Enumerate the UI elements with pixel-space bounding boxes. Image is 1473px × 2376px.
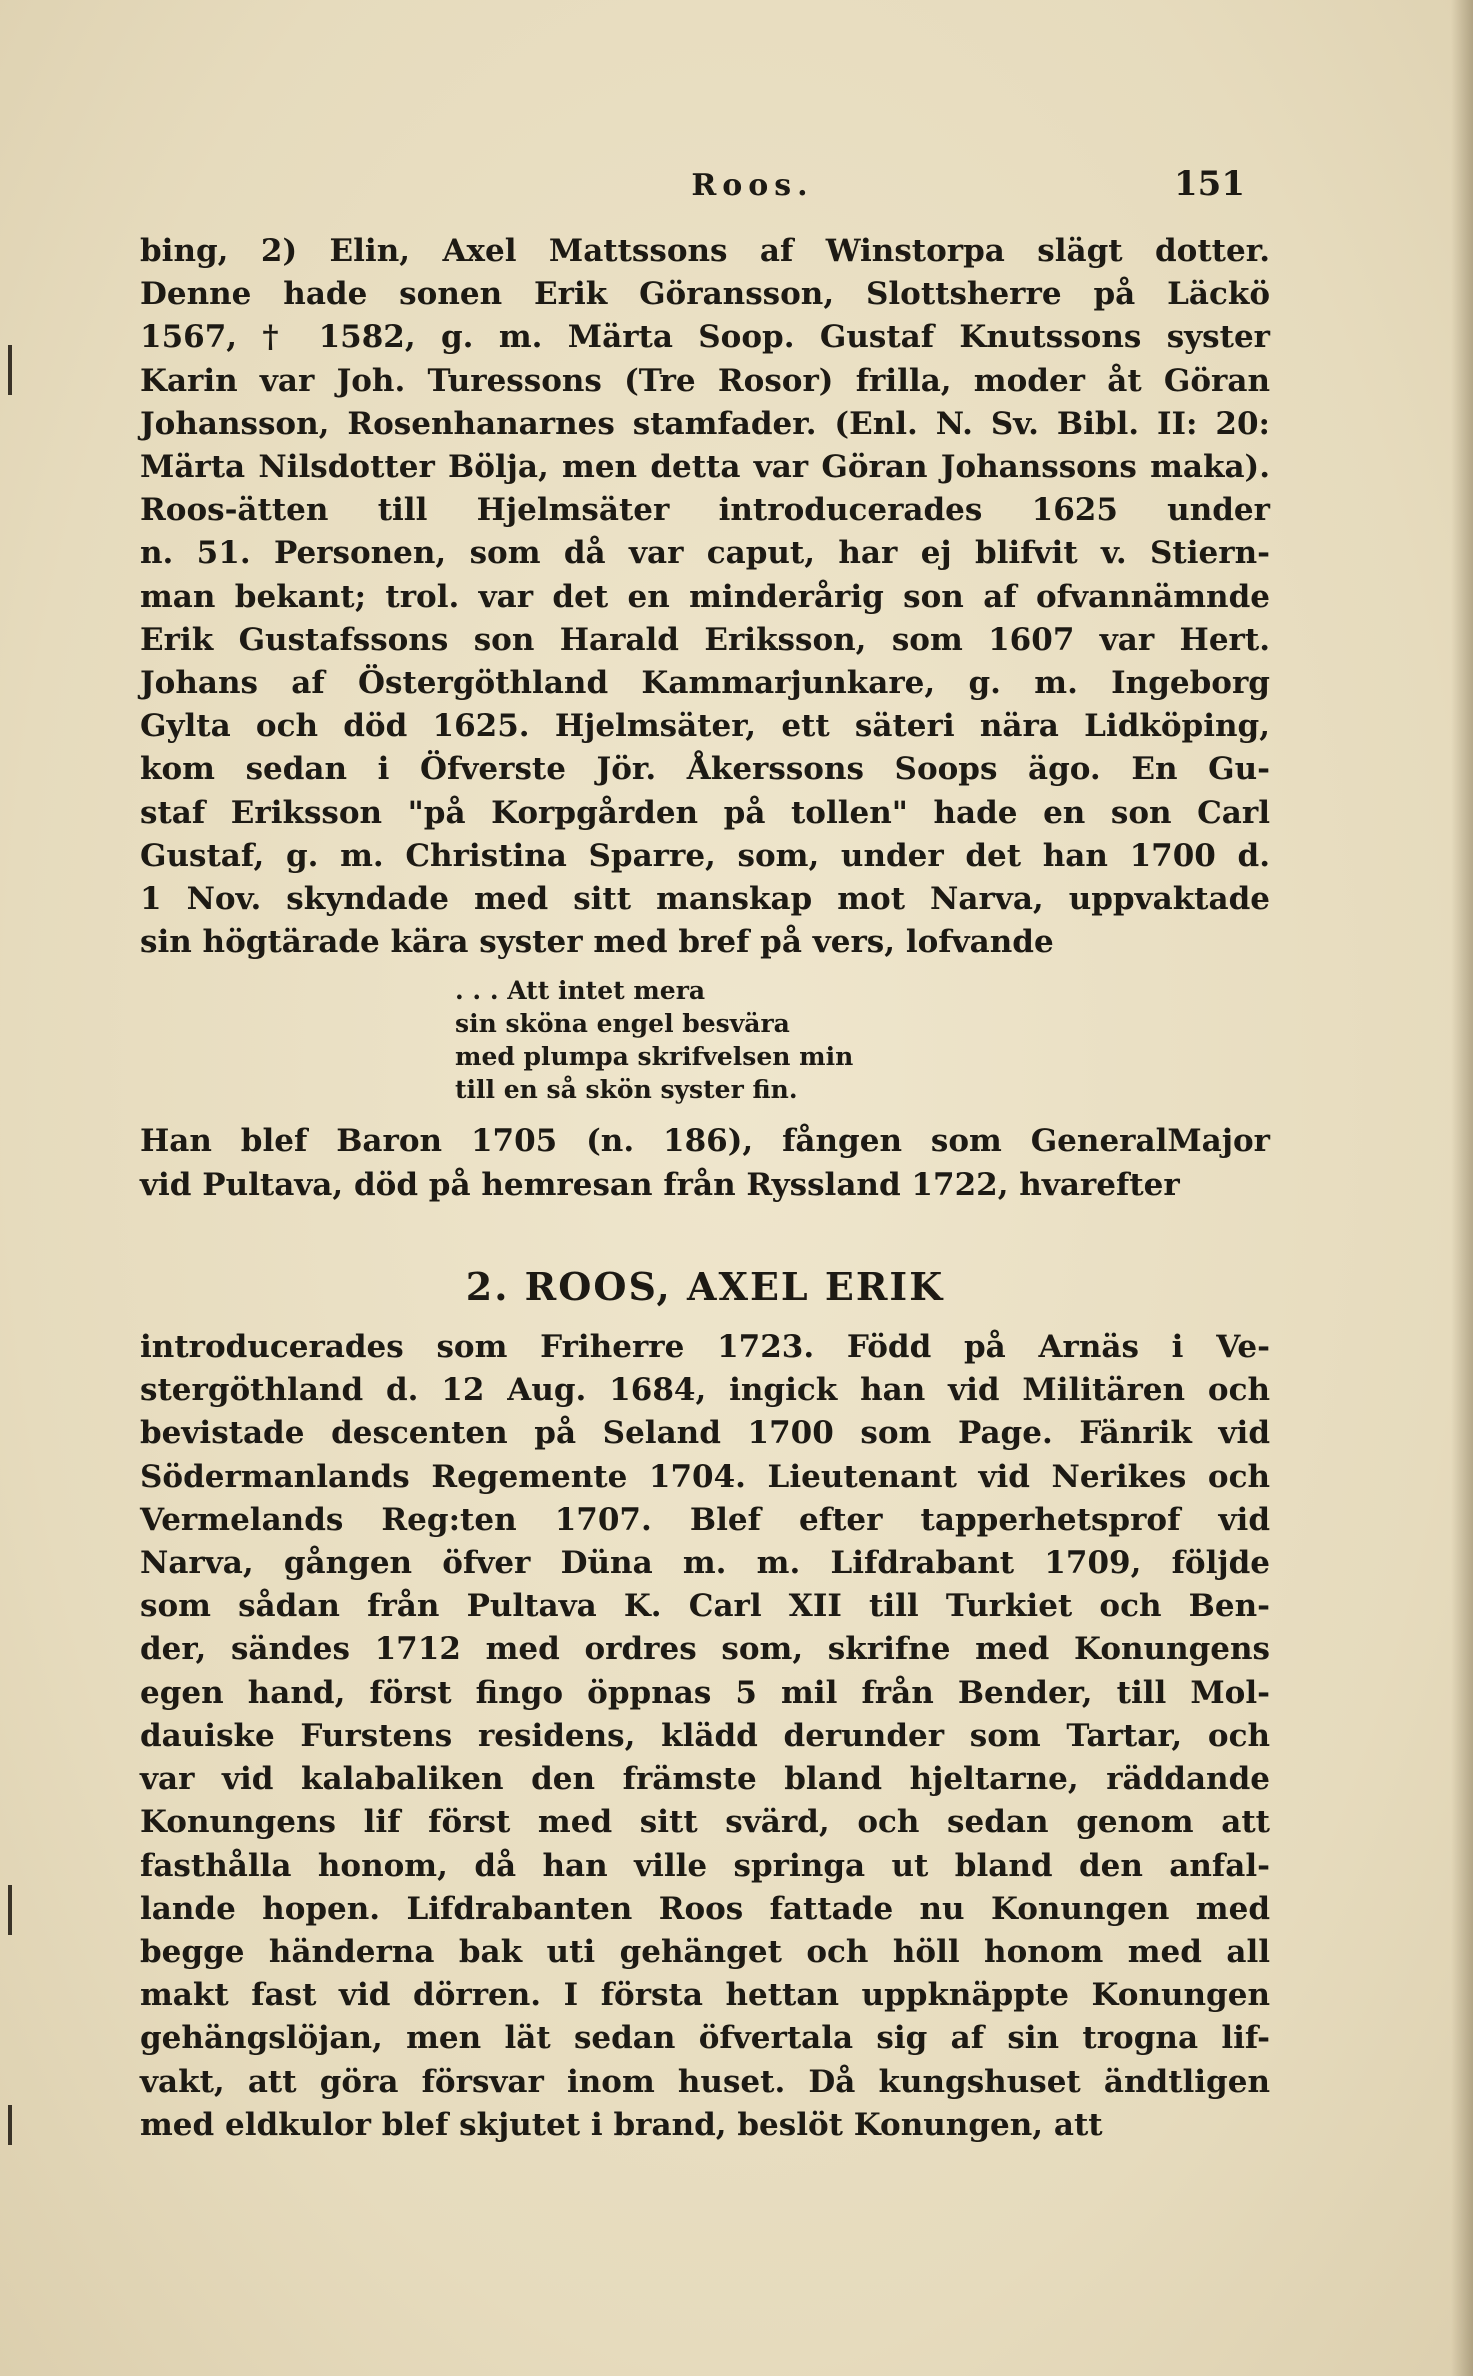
text-line: Gustaf, g. m. Christina Sparre, som, under det han 1700 d.	[140, 837, 1270, 874]
page-header	[150, 164, 1245, 218]
running-title: Roos.	[691, 168, 814, 203]
main-text	[140, 230, 1270, 2147]
text-line: Karin var Joh. Turessons (Tre Rosor) frilla, moder åt Göran	[140, 362, 1270, 399]
text-line: som sådan från Pultava K. Carl XII till Turkiet och Ben-	[140, 1588, 1270, 1625]
text-line: vid Pultava, död på hemresan från Ryssland 1722, hvarefter	[140, 1166, 1180, 1203]
text-line: Erik Gustafssons son Harald Eriksson, som 1607 var Hert.	[140, 621, 1270, 658]
text-line: n. 51. Personen, som då var caput, har ej blifvit v. Stiern-	[140, 535, 1270, 572]
text-line: egen hand, först fingo öppnas 5 mil från Bender, till Mol-	[140, 1674, 1270, 1711]
verse-line: sin sköna engel besvära	[455, 1009, 790, 1039]
page-edge-shadow	[1451, 0, 1473, 2376]
verse-line: med plumpa skrifvelsen min	[455, 1042, 854, 1072]
text-line: vakt, att göra försvar inom huset. Då kungshuset ändtligen	[140, 2063, 1270, 2100]
text-line: kom sedan i Öfverste Jör. Åkerssons Soops ägo. En Gu-	[140, 751, 1270, 788]
text-line: 1567, † 1582, g. m. Märta Soop. Gustaf Knutssons syster	[140, 319, 1270, 356]
text-line: makt fast vid dörren. I första hettan uppknäppte Konungen	[140, 1977, 1270, 2014]
text-line: Vermelands Reg:ten 1707. Blef efter tapperhetsprof vid	[140, 1501, 1270, 1538]
text-line: staf Eriksson "på Korpgården på tollen" hade en son Carl	[140, 794, 1270, 831]
text-line: var vid kalabaliken den främste bland hjeltarne, räddande	[140, 1761, 1270, 1798]
paragraph-block	[140, 1120, 1270, 1206]
text-line: 1 Nov. skyndade med sitt manskap mot Narva, uppvaktade	[140, 881, 1270, 918]
verse-line: till en så skön syster fin.	[455, 1075, 798, 1105]
text-line: begge händerna bak uti gehänget och höll honom med all	[140, 1933, 1270, 1970]
text-line: Johansson, Rosenhanarnes stamfader. (Enl. N. Sv. Bibl. II: 20:	[140, 405, 1270, 442]
text-line: Narva, gången öfver Düna m. m. Lifdrabant 1709, följde	[140, 1545, 1270, 1582]
text-line: stergöthland d. 12 Aug. 1684, ingick han vid Militären och	[140, 1372, 1270, 1409]
paragraph-block	[140, 1326, 1270, 2147]
text-line: gehängslöjan, men lät sedan öfvertala sig af sin trogna lif-	[140, 2020, 1270, 2057]
verse-line: . . . Att intet mera	[455, 976, 706, 1006]
text-line: bing, 2) Elin, Axel Mattssons af Winstorpa slägt dotter.	[140, 233, 1270, 269]
text-line: fasthålla honom, då han ville springa ut bland den anfal-	[140, 1847, 1270, 1884]
verse-quote	[455, 974, 1270, 1106]
text-line: Märta Nilsdotter Bölja, men detta var Göran Johanssons maka).	[140, 449, 1270, 486]
text-line: sin högtärade kära syster med bref på vers, lofvande	[140, 924, 1054, 961]
text-line: dauiske Furstens residens, klädd derunder som Tartar, och	[140, 1717, 1270, 1754]
text-line: man bekant; trol. var det en minderårig son af ofvannämnde	[140, 578, 1270, 615]
text-line: lande hopen. Lifdrabanten Roos fattade nu Konungen med	[140, 1890, 1270, 1927]
paragraph-block	[140, 230, 1270, 964]
text-line: Södermanlands Regemente 1704. Lieutenant vid Nerikes och	[140, 1458, 1270, 1495]
text-line: Johans af Östergöthland Kammarjunkare, g. m. Ingeborg	[140, 665, 1270, 702]
text-line: Gylta och död 1625. Hjelmsäter, ett säteri nära Lidköping,	[140, 708, 1270, 745]
text-line: der, sändes 1712 med ordres som, skrifne med Konungens	[140, 1631, 1270, 1668]
page-number: 151	[1174, 164, 1245, 204]
text-line: med eldkulor blef skjutet i brand, beslöt Konungen, att	[140, 2106, 1103, 2143]
text-line: Denne hade sonen Erik Göransson, Slottsherre på Läckö	[140, 276, 1270, 313]
text-line: Roos-ätten till Hjelmsäter introducerades 1625 under	[140, 492, 1270, 529]
text-line: Han blef Baron 1705 (n. 186), fången som GeneralMajor	[140, 1123, 1270, 1160]
text-line: introducerades som Friherre 1723. Född på Arnäs i Ve-	[140, 1329, 1270, 1366]
section-heading: 2. ROOS, AXEL ERIK	[465, 1263, 945, 1309]
text-line: Konungens lif först med sitt svärd, och sedan genom att	[140, 1804, 1270, 1841]
text-line: bevistade descenten på Seland 1700 som Page. Fänrik vid	[140, 1415, 1270, 1452]
margin-mark	[8, 2105, 12, 2145]
margin-mark	[8, 345, 12, 395]
margin-mark	[8, 1885, 12, 1935]
